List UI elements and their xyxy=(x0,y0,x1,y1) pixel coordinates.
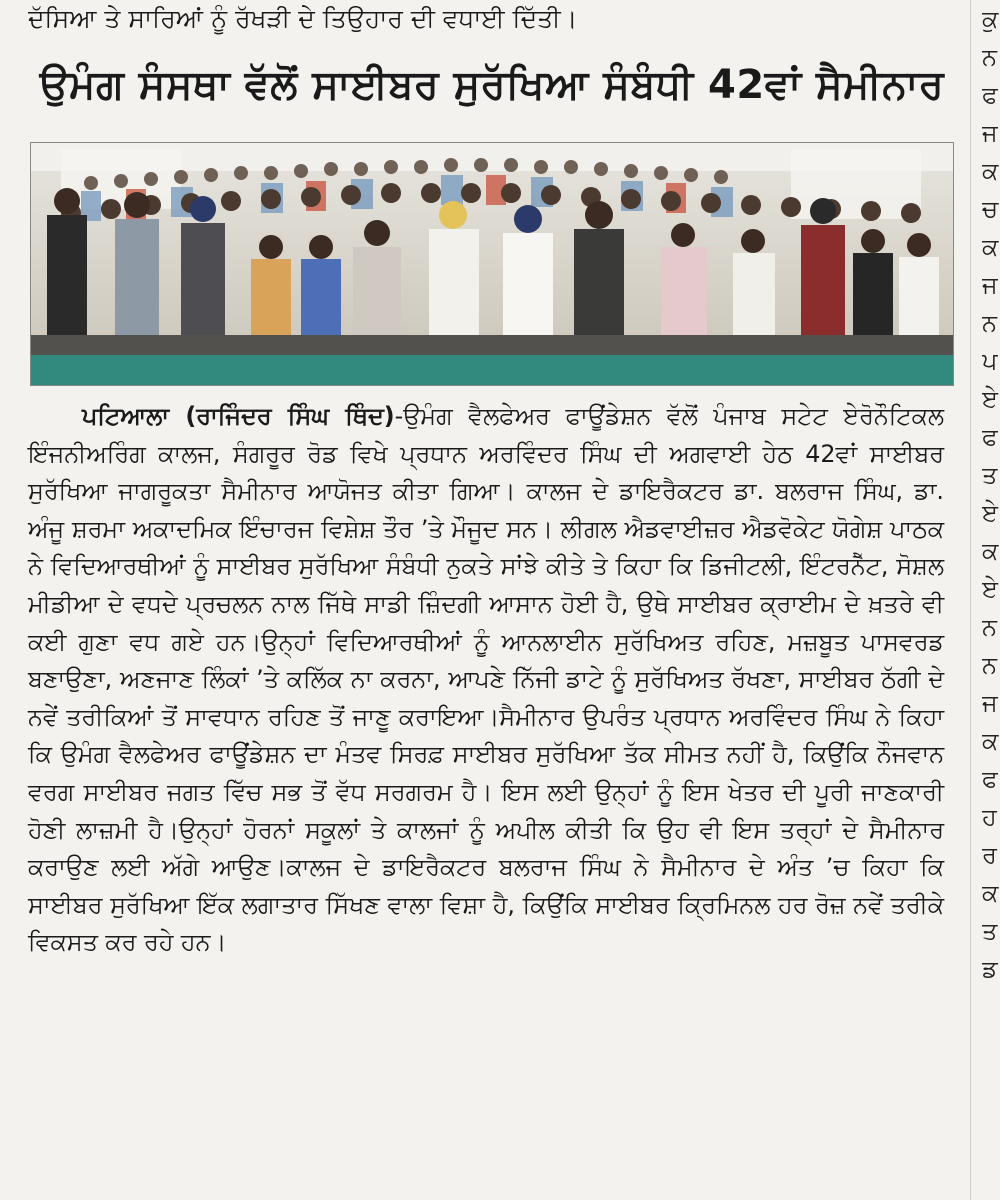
fragment: ਫ xyxy=(982,81,998,109)
news-photo xyxy=(30,142,954,386)
adjacent-column-fragments xyxy=(982,0,1000,1200)
fragment: ਜ xyxy=(982,119,998,147)
fragment: ਕ xyxy=(982,157,999,185)
article-column xyxy=(28,0,956,1200)
headline: ਉਮੰਗ ਸੰਸਥਾ ਵੱਲੋਂ ਸਾਈਬਰ ਸੁਰੱਖਿਆ ਸੰਬੰਧੀ 42ਵਾਂ ਸੈਮੀਨਾਰ xyxy=(39,62,945,108)
fragment: ਡ xyxy=(982,955,998,983)
fragment: ਜ xyxy=(982,689,998,717)
fragment: ਤ xyxy=(982,461,998,489)
fragment: ਨ xyxy=(982,651,997,679)
fragment: ਪ xyxy=(982,347,998,375)
fragment: ਨ xyxy=(982,309,997,337)
column-divider xyxy=(970,0,971,1200)
fragment: ਫ xyxy=(982,765,998,793)
fragment: ਨ xyxy=(982,43,997,71)
article-body-text: -ਉਮੰਗ ਵੈਲਫੇਅਰ ਫਾਊਂਡੇਸ਼ਨ ਵੱਲੋਂ ਪੰਜਾਬ ਸਟੇਟ ਏਰੋਨੌਟਿਕਲ ਇੰਜਨੀਅਰਿੰਗ ਕਾਲਜ, ਸੰਗਰੂਰ ਰੋਡ ਵਿਖੇ ਪ੍ਰਧਾਨ ਅਰਵਿੰਦਰ ਸਿੰਘ ਦੀ ਅਗਵਾਈ ਹੇਠ 42ਵਾਂ ਸਾਈਬਰ ਸੁਰੱਖਿਆ ਜਾਗਰੂਕਤਾ ਸੈਮੀਨਾਰ ਆਯੋਜਤ ਕੀਤਾ ਗਿਆ। ਕਾਲਜ ਦੇ ਡਾਇਰੈਕਟਰ ਡਾ. ਬਲਰਾਜ ਸਿੰਘ, ਡਾ. ਅੰਜੂ ਸ਼ਰਮਾ ਅਕਾਦਮਿਕ ਇੰਚਾਰਜ ਵਿਸ਼ੇਸ਼ ਤੌਰ ’ਤੇ ਮੌਜੂਦ ਸਨ। ਲੀਗਲ ਐਡਵਾਈਜ਼ਰ ਐਡਵੋਕੇਟ ਯੋਗੇਸ਼ ਪਾਠਕ ਨੇ ਵਿਦਿਆਰਥੀਆਂ ਨੂੰ ਸਾਈਬਰ ਸੁਰੱਖਿਆ ਸੰਬੰਧੀ ਨੁਕਤੇ ਸਾਂਝੇ ਕੀਤੇ ਤੇ ਕਿਹਾ ਕਿ ਡਿਜੀਟਲੀ, ਇੰਟਰਨੈੱਟ, ਸੋਸ਼ਲ ਮੀਡੀਆ ਦੇ ਵਧਦੇ ਪ੍ਰਚਲਨ ਨਾਲ ਜਿੱਥੇ ਸਾਡੀ ਜ਼ਿੰਦਗੀ ਆਸਾਨ ਹੋਈ ਹੈ, ਉਥੇ ਸਾਈਬਰ ਕ੍ਰਾਈਮ ਦੇ ਖ਼ਤਰੇ ਵੀ ਕਈ ਗੁਣਾ ਵਧ ਗਏ ਹਨ।ਉਨ੍ਹਾਂ ਵਿਦਿਆਰਥੀਆਂ ਨੂੰ ਆਨਲਾਈਨ ਸੁਰੱਖਿਅਤ ਰਹਿਣ, ਮਜ਼ਬੂਤ ਪਾਸਵਰਡ ਬਣਾਉਣਾ, ਅਣਜਾਣ ਲਿੰਕਾਂ ’ਤੇ ਕਲਿੱਕ ਨਾ ਕਰਨਾ, ਆਪਣੇ ਨਿੱਜੀ ਡਾਟੇ ਨੂੰ ਸੁਰੱਖਿਅਤ ਰੱਖਣਾ, ਸਾਈਬਰ ਠੱਗੀ ਦੇ ਨਵੇਂ ਤਰੀਕਿਆਂ ਤੋਂ ਸਾਵਧਾਨ ਰਹਿਣ ਤੋਂ ਜਾਣੂ ਕਰਾਇਆ।ਸੈਮੀਨਾਰ ਉਪਰੰਤ ਪ੍ਰਧਾਨ ਅਰਵਿੰਦਰ ਸਿੰਘ ਨੇ ਕਿਹਾ ਕਿ ਉਮੰਗ ਵੈਲਫੇਅਰ ਫਾਊਂਡੇਸ਼ਨ ਦਾ ਮੰਤਵ ਸਿਰਫ਼ ਸਾਈਬਰ ਸੁਰੱਖਿਆ ਤੱਕ ਸੀਮਤ ਨਹੀਂ ਹੈ, ਕਿਉਂਕਿ ਨੌਜਵਾਨ ਵਰਗ ਸਾਈਬਰ ਜਗਤ ਵਿੱਚ ਸਭ ਤੋਂ ਵੱਧ ਸਰਗਰਮ ਹੈ। ਇਸ ਲਈ ਉਨ੍ਹਾਂ ਨੂੰ ਇਸ ਖੇਤਰ ਦੀ ਪੂਰੀ ਜਾਣਕਾਰੀ ਹੋਣੀ ਲਾਜ਼ਮੀ ਹੈ।ਉਨ੍ਹਾਂ ਹੋਰਨਾਂ ਸਕੂਲਾਂ ਤੇ ਕਾਲਜਾਂ ਨੂੰ ਅਪੀਲ ਕੀਤੀ ਕਿ ਉਹ ਵੀ ਇਸ ਤਰ੍ਹਾਂ ਦੇ ਸੈਮੀਨਾਰ ਕਰਾਉਣ ਲਈ ਅੱਗੇ ਆਉਣ।ਕਾਲਜ ਦੇ ਡਾਇਰੈਕਟਰ ਬਲਰਾਜ ਸਿੰਘ ਨੇ ਸੈਮੀਨਾਰ ਦੇ ਅੰਤ ’ਚ ਕਿਹਾ ਕਿ ਸਾਈਬਰ ਸੁਰੱਖਿਆ ਇੱਕ ਲਗਾਤਾਰ ਸਿੱਖਣ ਵਾਲਾ ਵਿਸ਼ਾ ਹੈ, ਕਿਉਂਕਿ ਸਾਈਬਰ ਕ੍ਰਿਮਿਨਲ ਹਰ ਰੋਜ਼ ਨਵੇਂ ਤਰੀਕੇ ਵਿਕਸਤ ਕਰ ਰਹੇ ਹਨ। xyxy=(28,402,944,957)
fragment: ਚ xyxy=(982,195,999,223)
fragment: ਕ xyxy=(982,727,999,755)
fragment: ਏ xyxy=(982,499,998,527)
article-body xyxy=(28,398,944,962)
next-article-cutoff xyxy=(28,1186,944,1200)
group-photo-illustration xyxy=(31,143,953,385)
fragment: ਹ xyxy=(982,803,997,831)
fragment: ਕ xyxy=(982,879,999,907)
fragment: ਤ xyxy=(982,917,998,945)
fragment: ਨ xyxy=(982,613,997,641)
fragment: ਏ xyxy=(982,575,998,603)
fragment: ਜ xyxy=(982,271,998,299)
fragment: ਰ xyxy=(982,841,997,869)
previous-article-text: ਦੱਸਿਆ ਤੇ ਸਾਰਿਆਂ ਨੂੰ ਰੱਖੜੀ ਦੇ ਤਿਉਹਾਰ ਦੀ ਵਧਾਈ ਦਿੱਤੀ। xyxy=(28,4,578,33)
fragment: ਕ xyxy=(982,537,999,565)
fragment: ਫ xyxy=(982,423,998,451)
fragment: ਏ xyxy=(982,385,998,413)
fragment: ਕ xyxy=(982,233,999,261)
fragment: ਕੁ xyxy=(982,5,999,33)
dateline: ਪਟਿਆਲਾ (ਰਾਜਿੰਦਰ ਸਿੰਘ ਥਿੰਦ) xyxy=(82,402,395,430)
